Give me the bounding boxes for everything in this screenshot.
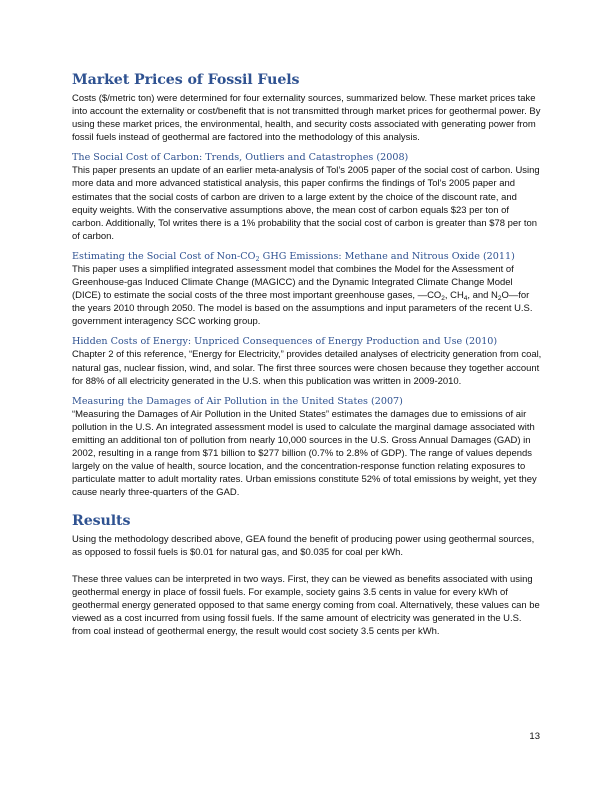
- study-heading: The Social Cost of Carbon: Trends, Outliers and Catastrophes (2008): [72, 152, 409, 164]
- study-social-cost-carbon: [72, 152, 542, 243]
- study-body: Chapter 2 of this reference, “Energy for Electricity,” provides detailed analyses of electricity generation from coal, natural gas, nuclear fission, wind, and solar. The first three sources were chosen because they together account for 88% of all electricity generated in the U.S. when this publication was written in 2009-2010.: [72, 349, 542, 387]
- page-content: [72, 72, 542, 638]
- study-hidden-costs-energy: [72, 336, 542, 387]
- study-heading: Hidden Costs of Energy: Unpriced Consequences of Energy Production and Use (2010): [72, 336, 498, 348]
- study-heading: Estimating the Social Cost of Non-$CO_2$ GHG Emissions: Methane and Nitrous Oxide (2011): [72, 250, 515, 263]
- section-heading-results: Results: [72, 513, 131, 530]
- study-non-co2-ghg: [72, 251, 542, 328]
- study-body: “Measuring the Damages of Air Pollution in the United States” estimates the damages due to emissions of air pollution in the U.S. An integrated assessment model is used to calculate the marginal damage associated with emitting an additional ton of pollution from nearly 10,000 sources in the U.S. Gross Annual Damages (GAD) in 2002, resulting in a range from $71 billion to $277 billion (0.7% to 2.8% of GDP). The range of values depends largely on the value of health, source location, and the concentration-response function relating exposures to particulate matter to adult mortality rates. Urban emissions constitute 52% of total emissions by weight, yet they cause nearly three-quarters of the GAD.: [72, 408, 537, 499]
- study-air-pollution-damages: [72, 396, 542, 500]
- results-paragraph-2: These three values can be interpreted in two ways. First, they can be viewed as benefits associated with using geothermal energy in place of fossil fuels. For example, society gains 3.5 cents in value for every kWh of geothermal energy generated opposed to that same energy coming from coal. Alternatively, these values can be viewed as a cost incurred from using fossil fuels. If the same amount of electricity was generated in the U.S. from coal instead of geothermal energy, the result would cost society 3.5 cents per kWh.: [72, 573, 540, 637]
- study-heading: Measuring the Damages of Air Pollution in the United States (2007): [72, 395, 403, 407]
- page-number: 13: [529, 731, 540, 742]
- study-body: This paper uses a simplified integrated assessment model that combines the Model for the Assessment of Greenhouse-gas Induced Climate Change (MAGICC) and the Dynamic Integrated Climate Change Model (DICE) to estimate the social costs of the three most important greenhouse gases, $—CO_2$, $CH_4$, and $N_2O—for$ the years 2010 through 2050. The model is based on the assumptions and input parameters of the recent U.S. government interagency SCC working group.: [72, 263, 533, 328]
- section-heading-market-prices: Market Prices of Fossil Fuels: [72, 72, 300, 88]
- market-prices-intro: Costs ($/metric ton) were determined for four externality sources, summarized below. These market prices take into account the externality or cost/benefit that is not transmitted through market prices for geothermal power. By using these market prices, the environmental, health, and security costs associated with generating power from fossil fuels instead of geothermal are factored into the methodology of this analysis.: [72, 93, 541, 144]
- study-body: This paper presents an update of an earlier meta-analysis of Tol’s 2005 paper of the social cost of carbon. Using more data and more advanced statistical analysis, this paper confirms the findings of Tol’s 2005 paper and estimates that the social costs of carbon are driven to a large extent by the choice of the discount rate, and equity weights. With the conservative assumptions above, the mean cost of carbon equals $23 per ton of carbon. Additionally, Tol writes there is a 1% probability that the social cost of carbon is greater than $78 per ton of carbon.: [72, 165, 540, 242]
- results-paragraph-1: Using the methodology described above, GEA found the benefit of producing power using geothermal sources, as opposed to fossil fuels is $0.01 for natural gas, and $0.035 for coal per kWh.: [72, 534, 535, 559]
